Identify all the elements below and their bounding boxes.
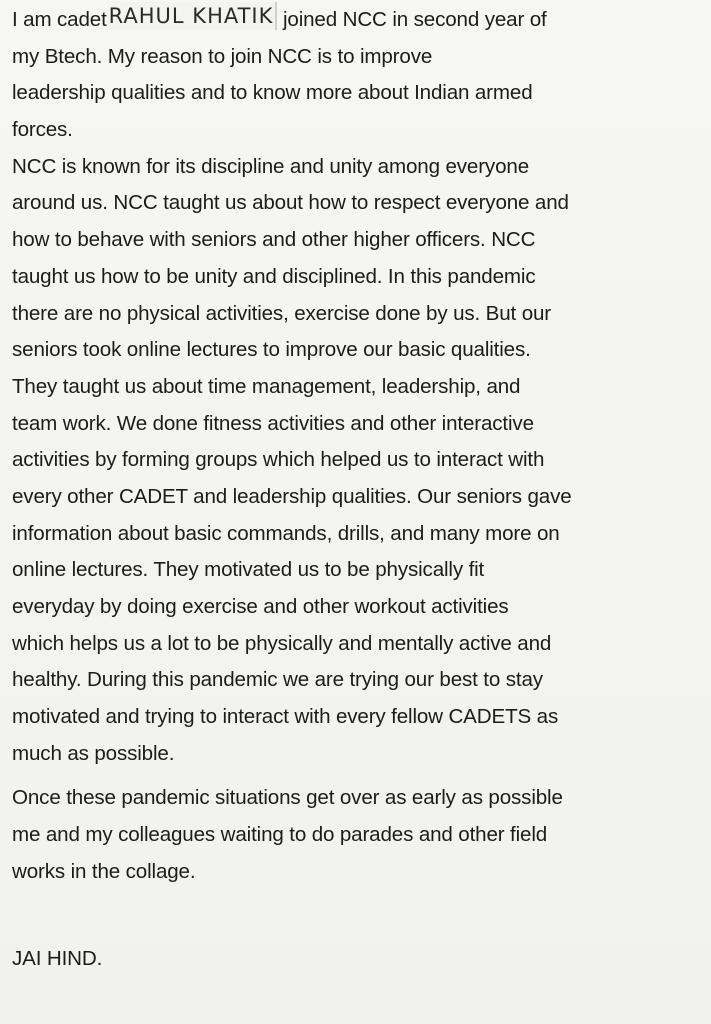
text-line: taught us how to be unity and disciplined. In this pandemic [12,264,536,288]
text-line: activities by forming groups which helped us to interact with [12,448,545,472]
text-line: They taught us about time management, leadership, and [12,374,521,398]
text-line: much as possible. [12,741,175,765]
signoff-text: JAI HIND. [12,946,103,970]
text-line: healthy. During this pandemic we are trying our best to stay [12,668,543,692]
text-line: every other CADET and leadership qualities. Our seniors gave [12,484,572,508]
text-line: forces. [12,118,73,142]
text-line: around us. NCC taught us about how to respect everyone and [12,191,569,215]
text-line: which helps us a lot to be physically and mentally active and [12,631,552,655]
cadet-name-label: RAHUL KHATIK [107,2,278,30]
text-line: my Btech. My reason to join NCC is to improve [12,44,433,68]
paragraph-spacer [12,772,708,780]
text-line: there are no physical activities, exercise done by us. But our [12,301,552,325]
text-line: motivated and trying to interact with every fellow CADETS as [12,705,559,729]
text-line: leadership qualities and to know more about Indian armed [12,81,533,105]
text-line: Once these pandemic situations get over as early as possible [12,786,563,810]
paragraph-2 [12,780,708,890]
letter-body [12,2,708,977]
intro-suffix: joined NCC in second year of [277,8,547,31]
intro-prefix: I am cadet [12,8,107,31]
text-line: seniors took online lectures to improve our basic qualities. [12,338,531,362]
intro-line [12,2,708,39]
text-line: how to behave with seniors and other higher officers. NCC [12,228,536,252]
text-line: NCC is known for its discipline and unity among everyone [12,154,529,178]
text-line: team work. We done fitness activities and other interactive [12,411,534,435]
text-line: information about basic commands, drills, and many more on [12,521,560,545]
text-line: works in the collage. [12,859,196,883]
paragraph-1 [12,39,708,773]
signoff-spacer [12,891,708,941]
text-line: me and my colleagues waiting to do parades and other field [12,823,548,847]
text-line: everyday by doing exercise and other workout activities [12,595,509,618]
text-line: online lectures. They motivated us to be physically fit [12,558,485,582]
